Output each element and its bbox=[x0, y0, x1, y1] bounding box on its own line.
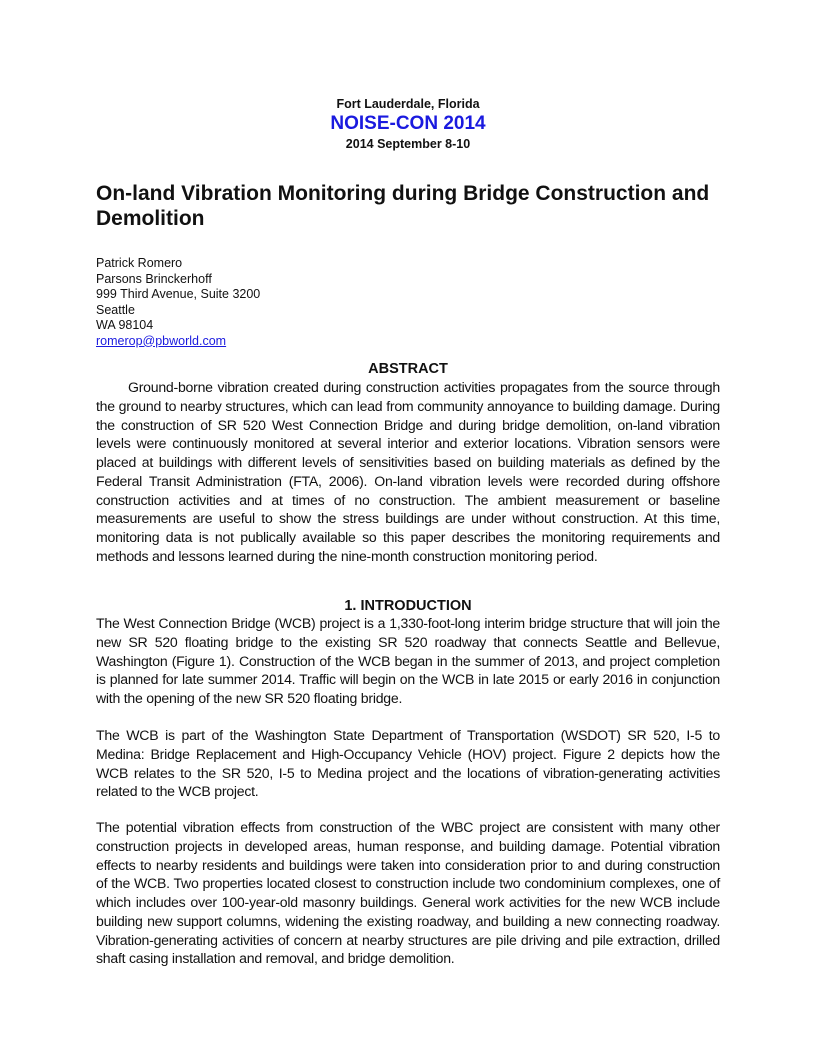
abstract-heading: ABSTRACT bbox=[368, 361, 448, 377]
intro-paragraph-3: The potential vibration effects from construction of the WBC project are consistent with many other construction projects in developed areas, human response, and building damage. Potential vibration effects to nearby residents and buildings were taken into consideration prior to and during construction of the WCB. Two properties located closest to construction include two condominium complexes, one of which includes over 100-year-old masonry buildings. General work activities for the new WCB include building new support columns, widening the existing roadway, and building a new connecting roadway. Vibration-generating activities of concern at nearby structures are pile driving and pile extraction, drilled shaft casing installation and removal, and bridge demolition. bbox=[96, 819, 720, 967]
conference-name: NOISE-CON 2014 bbox=[330, 113, 486, 134]
conference-header bbox=[96, 96, 720, 152]
author-name: Patrick Romero bbox=[96, 256, 183, 270]
author-address: 999 Third Avenue, Suite 3200 bbox=[96, 287, 261, 301]
author-city: Seattle bbox=[96, 302, 135, 317]
intro-paragraph-1: The West Connection Bridge (WCB) project is a 1,330-foot-long interim bridge structure that will join the new SR 520 floating bridge to the existing SR 520 roadway that connects Seattle and Bellevue, Washington (Figure 1). Construction of the WCB began in the summer of 2013, and project completion is planned for late summer 2014. Traffic will begin on the WCB in late 2015 or early 2016 in conjunction with the opening of the new SR 520 floating bridge. bbox=[96, 615, 720, 706]
conference-date: 2014 September 8-10 bbox=[345, 137, 471, 151]
abstract-text: Ground-borne vibration created during construction activities propagates from the source through the ground to nearby structures, which can lead from community annoyance to building damage. During the construction of SR 520 West Connection Bridge and during bridge demolition, on-land vibration levels were continuously monitored at several interior and exterior locations. Vibration sensors were placed at buildings with different levels of sensitivities based on building materials as defined by the Federal Transit Administration (FTA, 2006). On-land vibration levels were recorded during offshore construction activities and at times of no construction. The ambient measurement or baseline measurements are useful to show the stress buildings are under without construction. At this time, monitoring data is not publically available so this paper describes the monitoring requirements and methods and lessons learned during the nine-month construction monitoring period. bbox=[96, 379, 720, 564]
conference-location: Fort Lauderdale, Florida bbox=[336, 97, 480, 111]
introduction-heading: 1. INTRODUCTION bbox=[344, 598, 472, 614]
author-state-zip: WA 98104 bbox=[96, 318, 154, 332]
author-block bbox=[96, 256, 260, 349]
author-organization: Parsons Brinckerhoff bbox=[96, 271, 212, 286]
author-email-link[interactable]: romerop@pbworld.com bbox=[96, 333, 227, 348]
paper-title: On-land Vibration Monitoring during Bridge Construction and Demolition bbox=[96, 182, 710, 230]
intro-paragraph-2: The WCB is part of the Washington State Department of Transportation (WSDOT) SR 520, I-5 to Medina: Bridge Replacement and High-Occupancy Vehicle (HOV) project. Figure 2 depicts how the WCB relates to the SR 520, I-5 to Medina project and the locations of vibration-generating activities related to the WCB project. bbox=[96, 727, 720, 800]
